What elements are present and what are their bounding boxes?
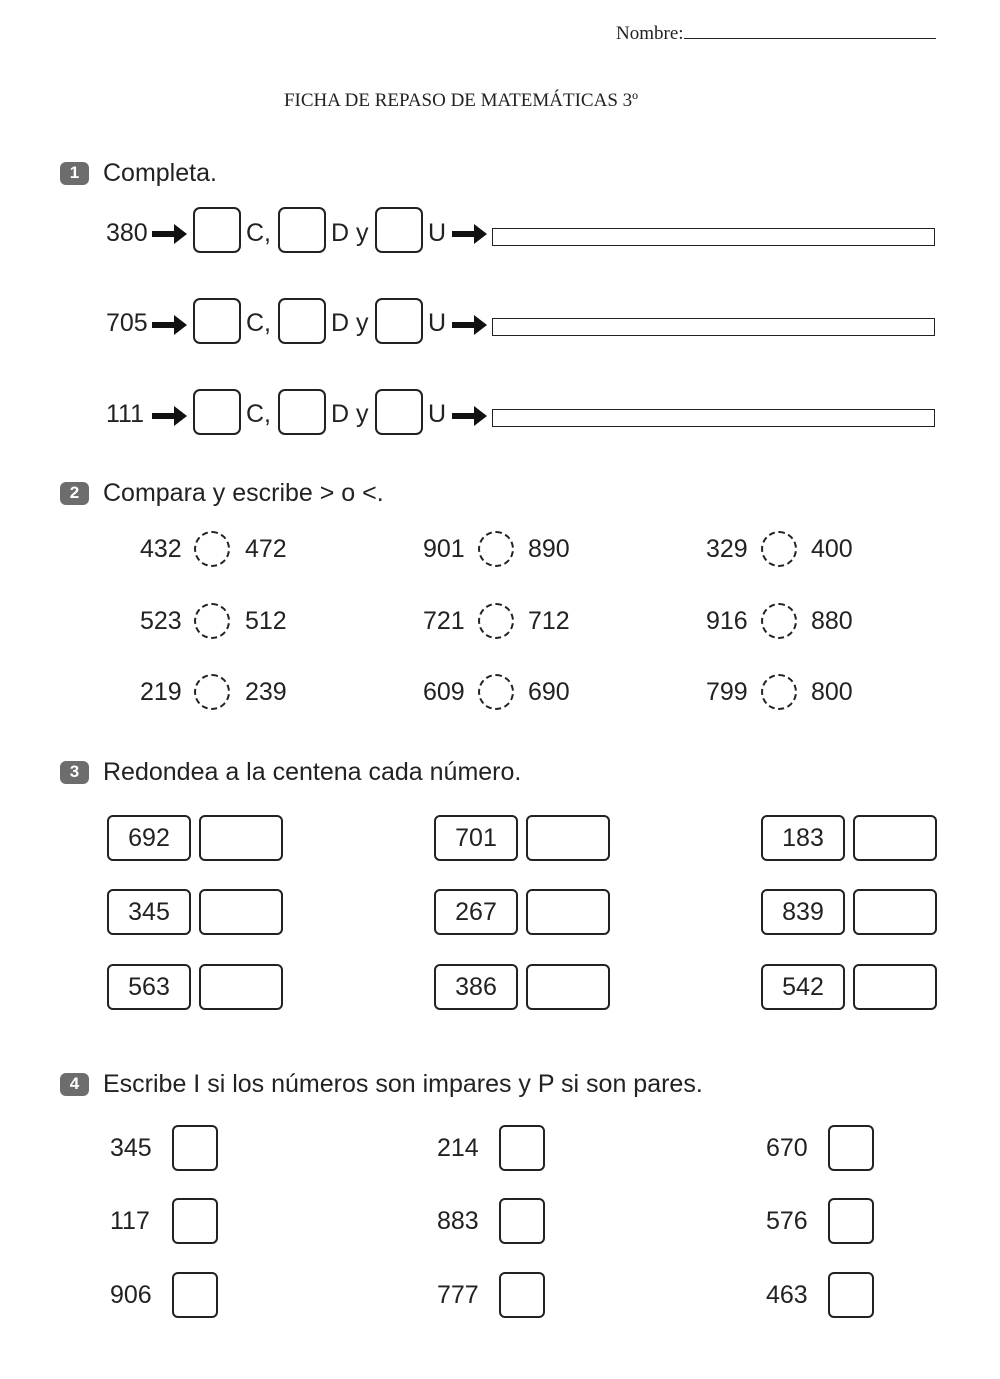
section-3-title: Redondea a la centena cada número. <box>103 757 522 786</box>
compare-right-number: 400 <box>811 535 853 563</box>
s1-number: 111 <box>106 400 145 428</box>
parity-answer-input[interactable] <box>172 1198 218 1244</box>
compare-circle-input[interactable] <box>478 674 514 710</box>
arrow-right-icon <box>452 405 488 427</box>
tens-label: D y <box>331 400 369 428</box>
round-answer-input[interactable] <box>199 964 283 1010</box>
hundreds-label: C, <box>246 309 271 337</box>
round-answer-input[interactable] <box>199 815 283 861</box>
parity-number: 463 <box>766 1281 808 1309</box>
page-title: FICHA DE REPASO DE MATEMÁTICAS 3º <box>283 90 639 111</box>
parity-number: 906 <box>110 1281 152 1309</box>
answer-field[interactable] <box>492 318 935 336</box>
compare-right-number: 880 <box>811 607 853 635</box>
compare-left-number: 901 <box>423 535 465 563</box>
answer-field[interactable] <box>492 409 935 427</box>
compare-circle-input[interactable] <box>194 603 230 639</box>
compare-right-number: 890 <box>528 535 570 563</box>
section-2-heading <box>60 478 384 508</box>
parity-answer-input[interactable] <box>828 1125 874 1171</box>
tens-label: D y <box>331 309 369 337</box>
compare-circle-input[interactable] <box>761 531 797 567</box>
hundreds-label: C, <box>246 400 271 428</box>
tens-input[interactable] <box>278 389 326 435</box>
parity-number: 883 <box>437 1207 479 1235</box>
hundreds-label: C, <box>246 219 271 247</box>
parity-answer-input[interactable] <box>499 1272 545 1318</box>
compare-left-number: 523 <box>140 607 182 635</box>
round-number: 692 <box>107 815 191 861</box>
section-3-badge: 3 <box>60 761 89 784</box>
answer-field[interactable] <box>492 228 935 246</box>
parity-number: 777 <box>437 1281 479 1309</box>
round-number: 386 <box>434 964 518 1010</box>
arrow-right-icon <box>452 314 488 336</box>
round-answer-input[interactable] <box>526 889 610 935</box>
round-number: 839 <box>761 889 845 935</box>
section-1-heading <box>60 158 217 188</box>
parity-answer-input[interactable] <box>499 1198 545 1244</box>
parity-number: 214 <box>437 1134 479 1162</box>
round-number: 701 <box>434 815 518 861</box>
units-label: U <box>428 400 447 428</box>
section-4-title: Escribe I si los números son impares y P si son pares. <box>103 1069 703 1098</box>
parity-answer-input[interactable] <box>828 1272 874 1318</box>
compare-circle-input[interactable] <box>194 531 230 567</box>
hundreds-input[interactable] <box>193 207 241 253</box>
section-3-heading <box>60 757 521 787</box>
section-1-title: Completa. <box>103 158 217 187</box>
tens-label: D y <box>331 219 369 247</box>
hundreds-input[interactable] <box>193 298 241 344</box>
compare-left-number: 916 <box>706 607 748 635</box>
units-label: U <box>428 219 447 247</box>
compare-right-number: 690 <box>528 678 570 706</box>
round-answer-input[interactable] <box>853 889 937 935</box>
parity-answer-input[interactable] <box>172 1125 218 1171</box>
arrow-right-icon <box>152 405 188 427</box>
compare-left-number: 799 <box>706 678 748 706</box>
units-input[interactable] <box>375 298 423 344</box>
section-1-badge: 1 <box>60 162 89 185</box>
parity-answer-input[interactable] <box>499 1125 545 1171</box>
compare-left-number: 432 <box>140 535 182 563</box>
compare-right-number: 472 <box>245 535 287 563</box>
parity-answer-input[interactable] <box>172 1272 218 1318</box>
parity-number: 345 <box>110 1134 152 1162</box>
compare-right-number: 239 <box>245 678 287 706</box>
name-label: Nombre: <box>616 23 684 44</box>
units-input[interactable] <box>375 389 423 435</box>
s1-number: 705 <box>106 309 148 337</box>
round-number: 542 <box>761 964 845 1010</box>
compare-circle-input[interactable] <box>478 531 514 567</box>
compare-circle-input[interactable] <box>478 603 514 639</box>
section-2-badge: 2 <box>60 482 89 505</box>
arrow-right-icon <box>152 314 188 336</box>
hundreds-input[interactable] <box>193 389 241 435</box>
compare-right-number: 800 <box>811 678 853 706</box>
round-answer-input[interactable] <box>526 964 610 1010</box>
parity-answer-input[interactable] <box>828 1198 874 1244</box>
round-number: 345 <box>107 889 191 935</box>
tens-input[interactable] <box>278 207 326 253</box>
compare-left-number: 329 <box>706 535 748 563</box>
parity-number: 576 <box>766 1207 808 1235</box>
compare-right-number: 712 <box>528 607 570 635</box>
section-4-badge: 4 <box>60 1073 89 1096</box>
section-4-heading <box>60 1069 703 1099</box>
name-field <box>616 20 936 45</box>
compare-circle-input[interactable] <box>761 674 797 710</box>
arrow-right-icon <box>152 223 188 245</box>
compare-circle-input[interactable] <box>761 603 797 639</box>
name-blank-line[interactable] <box>684 20 936 39</box>
round-answer-input[interactable] <box>199 889 283 935</box>
compare-right-number: 512 <box>245 607 287 635</box>
round-answer-input[interactable] <box>853 964 937 1010</box>
tens-input[interactable] <box>278 298 326 344</box>
arrow-right-icon <box>452 223 488 245</box>
s1-number: 380 <box>106 219 148 247</box>
units-label: U <box>428 309 447 337</box>
round-number: 563 <box>107 964 191 1010</box>
compare-left-number: 721 <box>423 607 465 635</box>
round-number: 183 <box>761 815 845 861</box>
units-input[interactable] <box>375 207 423 253</box>
round-answer-input[interactable] <box>526 815 610 861</box>
compare-circle-input[interactable] <box>194 674 230 710</box>
section-2-title: Compara y escribe > o <. <box>103 478 384 507</box>
parity-number: 117 <box>110 1207 150 1235</box>
round-answer-input[interactable] <box>853 815 937 861</box>
parity-number: 670 <box>766 1134 808 1162</box>
compare-left-number: 219 <box>140 678 182 706</box>
round-number: 267 <box>434 889 518 935</box>
compare-left-number: 609 <box>423 678 465 706</box>
